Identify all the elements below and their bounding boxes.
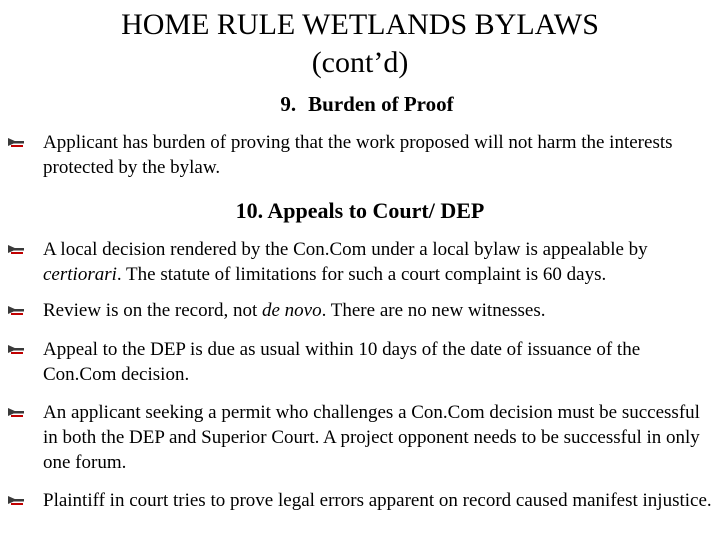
pointer-bullet-icon [8, 304, 24, 316]
bullet-text: Applicant has burden of proving that the work proposed will not harm the interests protected by the bylaw. [43, 132, 673, 178]
bullet-item [8, 130, 714, 180]
title-line-2: (cont’d) [311, 46, 409, 79]
text-run: . There are no new witnesses. [321, 300, 546, 321]
section-number: 9. [280, 92, 297, 116]
bullet-item [8, 298, 714, 323]
bullet-text [43, 298, 714, 323]
title-line-1: HOME RULE WETLANDS BYLAWS [121, 8, 599, 41]
bullet-item [8, 337, 714, 387]
text-run: Review is on the record, not [43, 300, 262, 321]
section-heading-burden-of-proof [0, 91, 720, 117]
pointer-bullet-icon [8, 494, 24, 506]
bullet-text: Plaintiff in court tries to prove legal errors apparent on record caused manifest injustice. [43, 490, 712, 511]
section-heading-appeals: 10. Appeals to Court/ DEP [235, 198, 485, 223]
bullet-item [8, 400, 714, 475]
pointer-bullet-icon [8, 343, 24, 355]
text-run: A local decision rendered by the Con.Com under a local bylaw is appealable by [43, 239, 648, 260]
slide-title [0, 6, 720, 82]
italic-term-de-novo: de novo [261, 300, 322, 321]
bullet-text: Appeal to the DEP is due as usual within 10 days of the date of issuance of the Con.Com decision. [43, 339, 641, 385]
section-heading-text: Burden of Proof [308, 92, 454, 116]
bullet-item [8, 237, 714, 287]
pointer-bullet-icon [8, 406, 24, 418]
pointer-bullet-icon [8, 136, 24, 148]
text-run: . The statute of limitations for such a court complaint is 60 days. [116, 264, 607, 285]
pointer-bullet-icon [8, 243, 24, 255]
bullet-text [43, 237, 714, 287]
bullet-item [8, 488, 714, 513]
bullet-text: An applicant seeking a permit who challenges a Con.Com decision must be successful in both the DEP and Superior Court. A project opponent needs to be successful in only one forum. [43, 402, 700, 473]
italic-term-certiorari: certiorari [43, 264, 117, 285]
